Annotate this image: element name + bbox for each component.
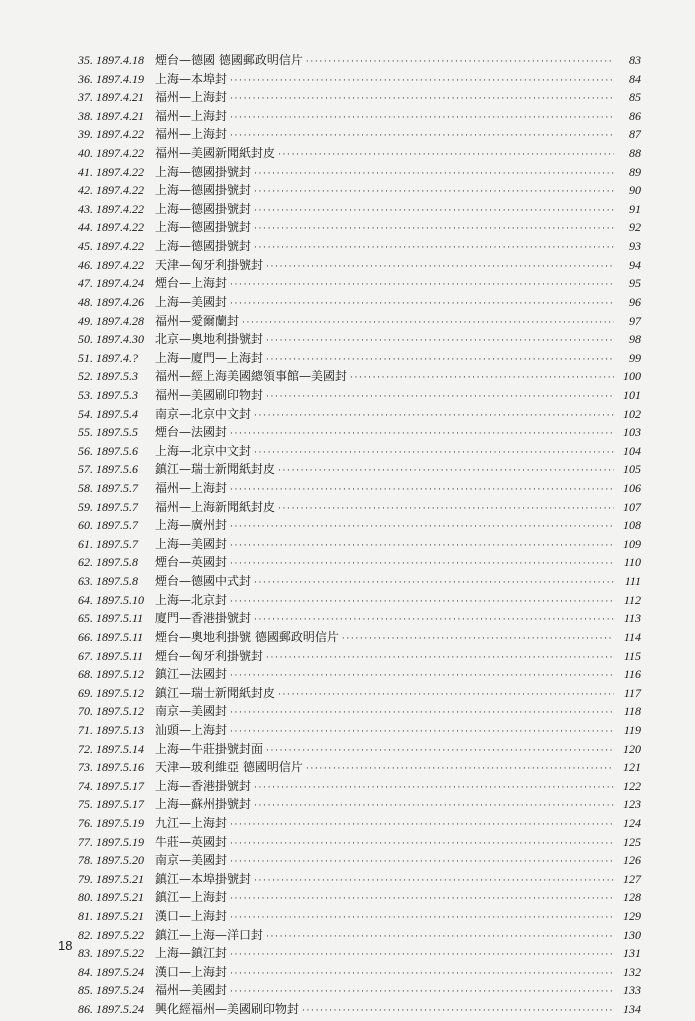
- entry-number-date: 72. 1897.5.14: [78, 741, 144, 756]
- entry-number-date: 37. 1897.4.21: [78, 90, 144, 105]
- toc-entry: [78, 907, 641, 926]
- dot-leader: [266, 330, 614, 351]
- entry-number-date: 47. 1897.4.24: [78, 276, 144, 291]
- dot-leader: [278, 144, 614, 165]
- entry-page-number: 123: [623, 797, 641, 812]
- toc-entry: [78, 88, 641, 107]
- entry-number-date: 64. 1897.5.10: [78, 592, 144, 607]
- entry-page-number: 93: [629, 239, 641, 254]
- entry-page-number: 130: [623, 927, 641, 942]
- entry-page-number: 107: [623, 499, 641, 514]
- entry-page-number: 122: [623, 778, 641, 793]
- entry-page-number: 132: [623, 964, 641, 979]
- entry-number-date: 81. 1897.5.21: [78, 909, 144, 924]
- entry-page-number: 120: [623, 741, 641, 756]
- dot-leader: [230, 702, 614, 723]
- dot-leader: [230, 851, 614, 872]
- dot-leader: [254, 218, 614, 239]
- dot-leader: [254, 200, 614, 221]
- entry-title: 福州—美國刷印物封: [155, 387, 264, 402]
- page-number: 18: [58, 938, 73, 953]
- entry-page-number: 109: [623, 536, 641, 551]
- entry-page-number: 92: [629, 220, 641, 235]
- entry-number-date: 54. 1897.5.4: [78, 406, 138, 421]
- entry-number-date: 52. 1897.5.3: [78, 369, 138, 384]
- entry-page-number: 98: [629, 332, 641, 347]
- dot-leader: [254, 777, 614, 798]
- dot-leader: [254, 181, 614, 202]
- entry-number-date: 46. 1897.4.22: [78, 257, 144, 272]
- entry-number-date: 74. 1897.5.17: [78, 778, 144, 793]
- entry-number-date: 48. 1897.4.26: [78, 294, 144, 309]
- entry-page-number: 121: [623, 760, 641, 775]
- toc-entry: [78, 795, 641, 814]
- entry-title: 福州—上海封: [155, 127, 228, 142]
- toc-entry: [78, 647, 641, 666]
- entry-page-number: 127: [623, 871, 641, 886]
- entry-number-date: 56. 1897.5.6: [78, 443, 138, 458]
- dot-leader: [254, 609, 614, 630]
- dot-leader: [266, 349, 614, 370]
- entry-title: 廈門—香港掛號封: [155, 611, 252, 626]
- entry-title: 上海—德國掛號封: [155, 239, 252, 254]
- toc-entry: [78, 1000, 641, 1019]
- dot-leader: [266, 926, 614, 947]
- entry-page-number: 90: [629, 183, 641, 198]
- entry-number-date: 55. 1897.5.5: [78, 425, 138, 440]
- toc-entry: [78, 758, 641, 777]
- toc-entry: [78, 498, 641, 517]
- table-of-contents: [78, 51, 641, 1019]
- toc-entry: [78, 51, 641, 70]
- entry-number-date: 43. 1897.4.22: [78, 201, 144, 216]
- entry-title: 南京—北京中文封: [155, 406, 252, 421]
- dot-leader: [342, 628, 614, 649]
- dot-leader: [266, 256, 614, 277]
- toc-entry: [78, 851, 641, 870]
- toc-entry: [78, 702, 641, 721]
- entry-title: 煙台—上海封: [155, 276, 228, 291]
- dot-leader: [230, 274, 614, 295]
- entry-page-number: 86: [629, 108, 641, 123]
- entry-page-number: 96: [629, 294, 641, 309]
- dot-leader: [230, 814, 614, 835]
- dot-leader: [254, 405, 614, 426]
- dot-leader: [230, 553, 614, 574]
- entry-number-date: 58. 1897.5.7: [78, 481, 138, 496]
- entry-title: 興化經福州—美國刷印物封: [155, 1002, 300, 1017]
- entry-page-number: 116: [623, 667, 641, 682]
- entry-page-number: 94: [629, 257, 641, 272]
- toc-entry: [78, 442, 641, 461]
- entry-number-date: 83. 1897.5.22: [78, 946, 144, 961]
- entry-number-date: 67. 1897.5.11: [78, 648, 144, 663]
- entry-title: 南京—美國封: [155, 704, 228, 719]
- entry-title: 鎮江—瑞士新聞紙封皮: [155, 462, 276, 477]
- entry-page-number: 100: [623, 369, 641, 384]
- entry-title: 漢口—上海封: [155, 909, 228, 924]
- entry-number-date: 68. 1897.5.12: [78, 667, 144, 682]
- dot-leader: [278, 460, 614, 481]
- toc-entry: [78, 553, 641, 572]
- entry-number-date: 80. 1897.5.21: [78, 890, 144, 905]
- dot-leader: [278, 684, 614, 705]
- dot-leader: [266, 647, 614, 668]
- entry-title: 上海—德國掛號封: [155, 183, 252, 198]
- dot-leader: [306, 758, 614, 779]
- entry-title: 上海—美國封: [155, 294, 228, 309]
- entry-number-date: 62. 1897.5.8: [78, 555, 138, 570]
- toc-entry: [78, 423, 641, 442]
- entry-number-date: 86. 1897.5.24: [78, 1002, 144, 1017]
- entry-title: 福州—愛爾蘭封: [155, 313, 240, 328]
- toc-entry: [78, 665, 641, 684]
- entry-number-date: 85. 1897.5.24: [78, 983, 144, 998]
- entry-page-number: 95: [629, 276, 641, 291]
- toc-entry: [78, 330, 641, 349]
- entry-number-date: 75. 1897.5.17: [78, 797, 144, 812]
- dot-leader: [230, 721, 614, 742]
- dot-leader: [230, 516, 614, 537]
- entry-title: 上海—北京中文封: [155, 443, 252, 458]
- dot-leader: [230, 888, 614, 909]
- entry-number-date: 61. 1897.5.7: [78, 536, 138, 551]
- entry-number-date: 50. 1897.4.30: [78, 332, 144, 347]
- toc-entry: [78, 256, 641, 275]
- toc-entry: [78, 814, 641, 833]
- entry-page-number: 117: [623, 685, 641, 700]
- dot-leader: [278, 498, 614, 519]
- entry-number-date: 57. 1897.5.6: [78, 462, 138, 477]
- dot-leader: [230, 833, 614, 854]
- dot-leader: [254, 795, 614, 816]
- entry-number-date: 45. 1897.4.22: [78, 239, 144, 254]
- entry-number-date: 42. 1897.4.22: [78, 183, 144, 198]
- toc-entry: [78, 833, 641, 852]
- entry-number-date: 84. 1897.5.24: [78, 964, 144, 979]
- toc-entry: [78, 107, 641, 126]
- entry-page-number: 128: [623, 890, 641, 905]
- toc-entry: [78, 312, 641, 331]
- toc-entry: [78, 349, 641, 368]
- dot-leader: [306, 51, 614, 72]
- toc-entry: [78, 163, 641, 182]
- dot-leader: [254, 442, 614, 463]
- entry-title: 煙台—匈牙利掛號封: [155, 648, 264, 663]
- entry-page-number: 112: [623, 592, 641, 607]
- entry-page-number: 134: [623, 1002, 641, 1017]
- entry-title: 福州—美國新聞紙封皮: [155, 146, 276, 161]
- dot-leader: [254, 237, 614, 258]
- dot-leader: [230, 981, 614, 1002]
- dot-leader: [254, 163, 614, 184]
- entry-number-date: 60. 1897.5.7: [78, 518, 138, 533]
- toc-entry: [78, 535, 641, 554]
- entry-page-number: 88: [629, 146, 641, 161]
- entry-page-number: 105: [623, 462, 641, 477]
- entry-number-date: 79. 1897.5.21: [78, 871, 144, 886]
- entry-title: 鎮江—瑞士新聞紙封皮: [155, 685, 276, 700]
- entry-page-number: 97: [629, 313, 641, 328]
- entry-page-number: 131: [623, 946, 641, 961]
- entry-page-number: 108: [623, 518, 641, 533]
- toc-entry: [78, 218, 641, 237]
- entry-page-number: 119: [623, 722, 641, 737]
- entry-page-number: 118: [623, 704, 641, 719]
- entry-title: 煙台—法國封: [155, 425, 228, 440]
- toc-entry: [78, 721, 641, 740]
- toc-entry: [78, 460, 641, 479]
- entry-page-number: 89: [629, 164, 641, 179]
- dot-leader: [230, 107, 614, 128]
- entry-page-number: 110: [623, 555, 641, 570]
- entry-page-number: 103: [623, 425, 641, 440]
- toc-entry: [78, 479, 641, 498]
- entry-number-date: 39. 1897.4.22: [78, 127, 144, 142]
- dot-leader: [230, 535, 614, 556]
- entry-title: 煙台—奧地利掛號 德國郵政明信片: [155, 629, 339, 644]
- entry-title: 漢口—上海封: [155, 964, 228, 979]
- dot-leader: [254, 870, 614, 891]
- entry-page-number: 114: [623, 629, 641, 644]
- entry-title: 北京—奧地利掛號封: [155, 332, 264, 347]
- dot-leader: [230, 479, 614, 500]
- toc-entry: [78, 70, 641, 89]
- dot-leader: [254, 572, 614, 593]
- entry-title: 上海—蘇州掛號封: [155, 797, 252, 812]
- dot-leader: [230, 125, 614, 146]
- entry-number-date: 44. 1897.4.22: [78, 220, 144, 235]
- dot-leader: [266, 386, 614, 407]
- toc-entry: [78, 591, 641, 610]
- entry-page-number: 106: [623, 481, 641, 496]
- entry-title: 九江—上海封: [155, 815, 228, 830]
- entry-title: 上海—美國封: [155, 536, 228, 551]
- entry-title: 上海—廈門—上海封: [155, 350, 264, 365]
- entry-page-number: 101: [623, 387, 641, 402]
- entry-page-number: 102: [623, 406, 641, 421]
- entry-title: 鎮江—上海封: [155, 890, 228, 905]
- dot-leader: [230, 665, 614, 686]
- toc-entry: [78, 740, 641, 759]
- entry-page-number: 85: [629, 90, 641, 105]
- toc-entry: [78, 293, 641, 312]
- entry-title: 上海—廣州封: [155, 518, 228, 533]
- entry-title: 上海—德國掛號封: [155, 164, 252, 179]
- entry-title: 上海—德國掛號封: [155, 201, 252, 216]
- toc-entry: [78, 144, 641, 163]
- toc-entry: [78, 572, 641, 591]
- toc-entry: [78, 888, 641, 907]
- entry-number-date: 69. 1897.5.12: [78, 685, 144, 700]
- dot-leader: [230, 70, 614, 91]
- entry-title: 天津—匈牙利掛號封: [155, 257, 264, 272]
- entry-title: 鎮江—法國封: [155, 667, 228, 682]
- entry-title: 牛莊—英國封: [155, 834, 228, 849]
- entry-page-number: 87: [629, 127, 641, 142]
- entry-title: 汕頭—上海封: [155, 722, 228, 737]
- entry-title: 南京—美國封: [155, 853, 228, 868]
- entry-title: 上海—香港掛號封: [155, 778, 252, 793]
- entry-title: 福州—經上海美國總領事館—美國封: [155, 369, 348, 384]
- dot-leader: [230, 591, 614, 612]
- toc-entry: [78, 125, 641, 144]
- entry-number-date: 35. 1897.4.18: [78, 53, 144, 67]
- entry-page-number: 129: [623, 909, 641, 924]
- entry-title: 上海—牛莊掛號封面: [155, 741, 264, 756]
- entry-page-number: 125: [623, 834, 641, 849]
- toc-entry: [78, 200, 641, 219]
- toc-entry: [78, 367, 641, 386]
- entry-title: 鎮江—本埠掛號封: [155, 871, 252, 886]
- entry-number-date: 77. 1897.5.19: [78, 834, 144, 849]
- entry-number-date: 65. 1897.5.11: [78, 611, 144, 626]
- toc-entry: [78, 274, 641, 293]
- entry-number-date: 36. 1897.4.19: [78, 71, 144, 86]
- entry-number-date: 76. 1897.5.19: [78, 815, 144, 830]
- entry-title: 福州—上海封: [155, 90, 228, 105]
- entry-number-date: 66. 1897.5.11: [78, 629, 144, 644]
- entry-page-number: 126: [623, 853, 641, 868]
- entry-number-date: 38. 1897.4.21: [78, 108, 144, 123]
- dot-leader: [230, 293, 614, 314]
- toc-entry: [78, 963, 641, 982]
- toc-entry: [78, 609, 641, 628]
- entry-title: 上海—北京封: [155, 592, 228, 607]
- toc-entry: [78, 405, 641, 424]
- dot-leader: [230, 423, 614, 444]
- entry-title: 福州—美國封: [155, 983, 228, 998]
- dot-leader: [302, 1000, 614, 1021]
- entry-title: 煙台—德國中式封: [155, 574, 252, 589]
- entry-number-date: 82. 1897.5.22: [78, 927, 144, 942]
- entry-title: 福州—上海封: [155, 481, 228, 496]
- toc-entry: [78, 516, 641, 535]
- toc-entry: [78, 777, 641, 796]
- entry-title: 上海—德國掛號封: [155, 220, 252, 235]
- entry-number-date: 73. 1897.5.16: [78, 760, 144, 775]
- entry-page-number: 83: [629, 53, 641, 67]
- dot-leader: [230, 944, 614, 965]
- entry-title: 煙台—德國 德國郵政明信片: [155, 53, 303, 67]
- entry-number-date: 71. 1897.5.13: [78, 722, 144, 737]
- entry-number-date: 49. 1897.4.28: [78, 313, 144, 328]
- toc-entry: [78, 684, 641, 703]
- dot-leader: [230, 907, 614, 928]
- entry-page-number: 99: [629, 350, 641, 365]
- entry-number-date: 51. 1897.4.?: [78, 350, 138, 365]
- dot-leader: [350, 367, 614, 388]
- entry-number-date: 53. 1897.5.3: [78, 387, 138, 402]
- dot-leader: [266, 740, 614, 761]
- entry-number-date: 40. 1897.4.22: [78, 146, 144, 161]
- toc-entry: [78, 944, 641, 963]
- entry-number-date: 63. 1897.5.8: [78, 574, 138, 589]
- entry-title: 福州—上海新聞紙封皮: [155, 499, 276, 514]
- entry-title: 天津—玻利維亞 德國明信片: [155, 760, 303, 775]
- entry-number-date: 59. 1897.5.7: [78, 499, 138, 514]
- dot-leader: [230, 963, 614, 984]
- entry-page-number: 113: [623, 611, 641, 626]
- toc-entry: [78, 870, 641, 889]
- entry-title: 上海—鎮江封: [155, 946, 228, 961]
- toc-entry: [78, 181, 641, 200]
- entry-number-date: 41. 1897.4.22: [78, 164, 144, 179]
- entry-page-number: 104: [623, 443, 641, 458]
- entry-page-number: 91: [629, 201, 641, 216]
- entry-page-number: 124: [623, 815, 641, 830]
- toc-entry: [78, 628, 641, 647]
- entry-page-number: 133: [623, 983, 641, 998]
- dot-leader: [230, 88, 614, 109]
- entry-title: 福州—上海封: [155, 108, 228, 123]
- toc-entry: [78, 386, 641, 405]
- entry-number-date: 78. 1897.5.20: [78, 853, 144, 868]
- entry-title: 煙台—英國封: [155, 555, 228, 570]
- toc-entry: [78, 237, 641, 256]
- toc-entry: [78, 926, 641, 945]
- entry-title: 鎮江—上海—洋口封: [155, 927, 264, 942]
- entry-page-number: 84: [629, 71, 641, 86]
- toc-entry: [78, 981, 641, 1000]
- entry-number-date: 70. 1897.5.12: [78, 704, 144, 719]
- dot-leader: [242, 312, 614, 333]
- entry-page-number: 115: [623, 648, 641, 663]
- entry-title: 上海—本埠封: [155, 71, 228, 86]
- entry-page-number: 111: [624, 574, 641, 589]
